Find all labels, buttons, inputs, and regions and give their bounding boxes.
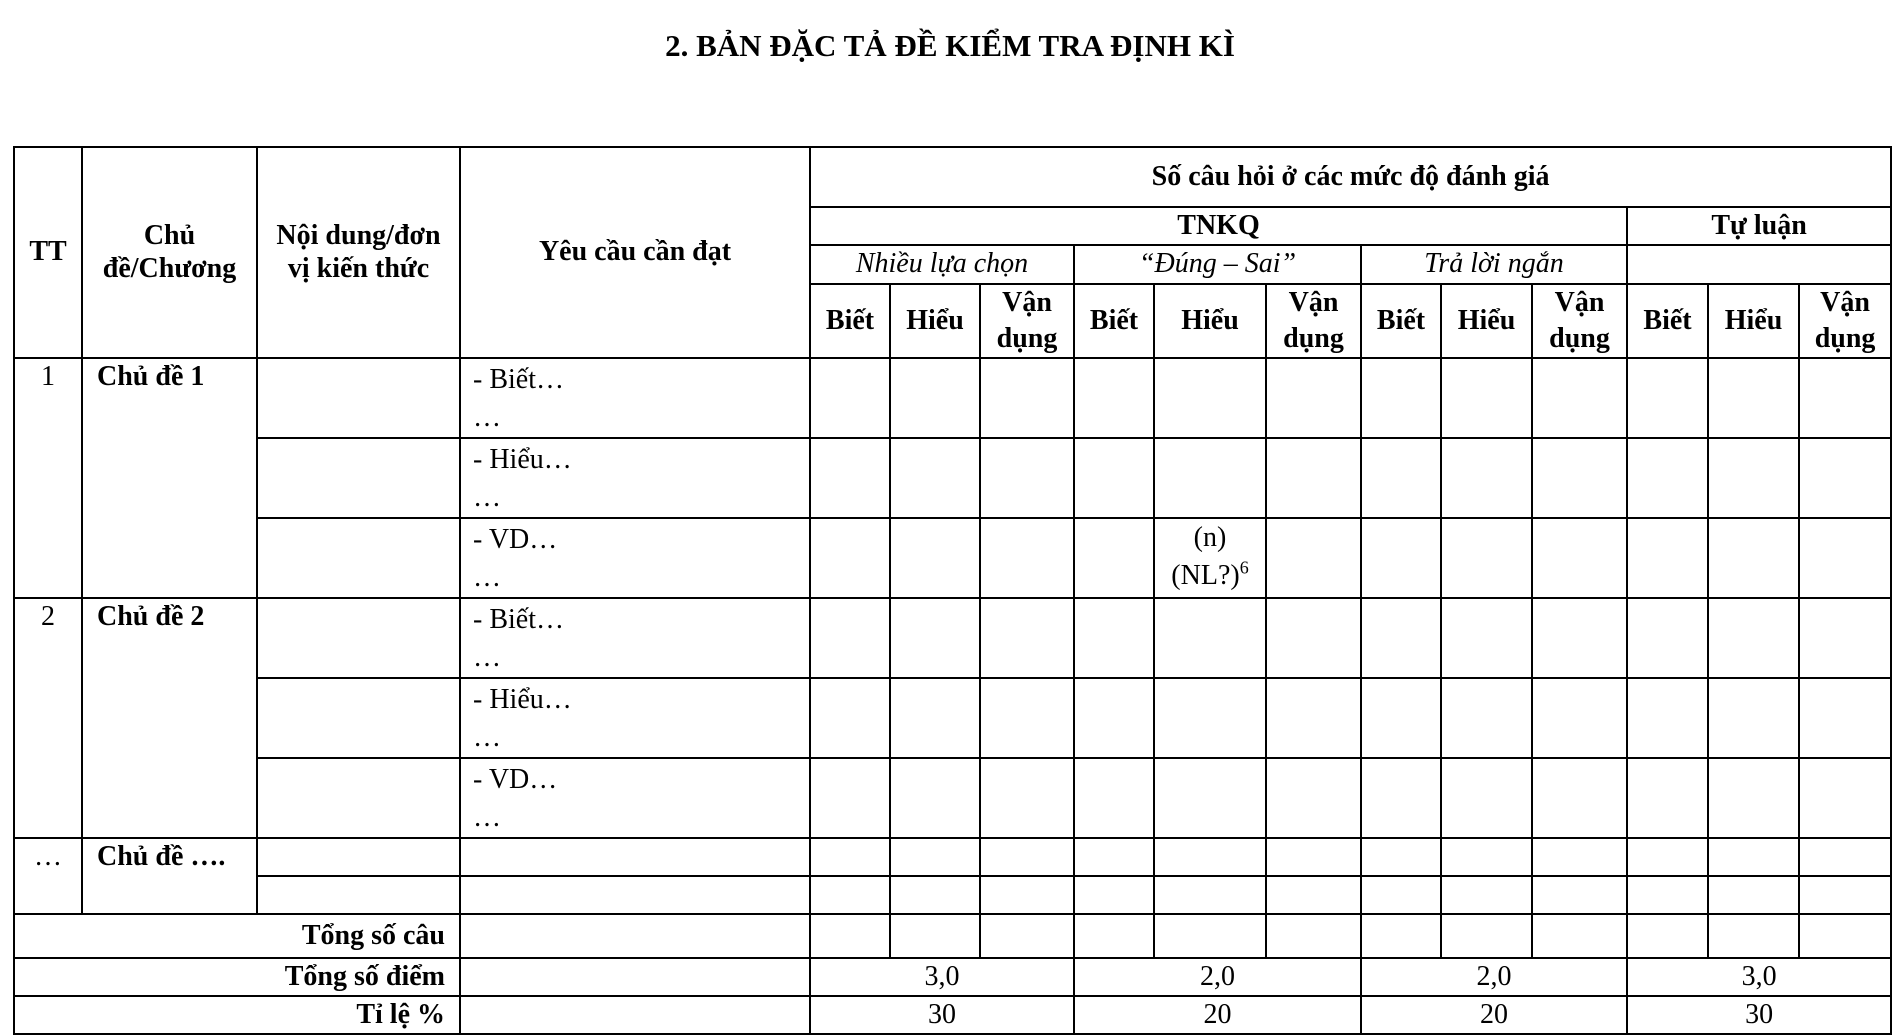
table-row	[14, 876, 1891, 914]
page-title: 2. BẢN ĐẶC TẢ ĐỀ KIỂM TRA ĐỊNH KÌ	[665, 28, 1235, 63]
points-value: 3,0	[810, 958, 1074, 996]
level-biet: Biết	[1361, 284, 1441, 358]
points-value: 3,0	[1627, 958, 1891, 996]
header-tra-loi-ngan: Trả lời ngắn	[1361, 245, 1627, 284]
table-row	[14, 598, 1891, 678]
topic-number: …	[14, 838, 82, 914]
table-row	[14, 838, 1891, 876]
topic-name: Chủ đề 2	[82, 598, 257, 838]
total-questions-row	[14, 914, 1891, 958]
level-van-dung: Vận dụng	[1799, 284, 1891, 358]
table-row	[14, 678, 1891, 758]
level-biet: Biết	[1627, 284, 1708, 358]
level-hieu: Hiểu	[890, 284, 980, 358]
header-dung-sai: “Đúng – Sai”	[1074, 245, 1361, 284]
specification-table	[13, 146, 1892, 1035]
content-cell	[257, 758, 460, 838]
points-value: 2,0	[1361, 958, 1627, 996]
requirement-cell: - Biết… …	[460, 598, 810, 678]
header-noi-dung: Nội dung/đơn vị kiến thức	[257, 147, 460, 358]
requirement-cell: - VD… …	[460, 758, 810, 838]
table-row	[14, 438, 1891, 518]
content-cell	[257, 598, 460, 678]
total-points-label: Tổng số điểm	[14, 958, 460, 996]
content-cell	[257, 438, 460, 518]
percentage-label: Tỉ lệ %	[14, 996, 460, 1034]
total-points-row	[14, 958, 1891, 996]
annotation-cell: (n) (NL?)$^6$	[1154, 518, 1266, 598]
level-van-dung: Vận dụng	[980, 284, 1074, 358]
percentage-row	[14, 996, 1891, 1034]
header-yeu-cau: Yêu cầu cần đạt	[460, 147, 810, 358]
header-tt: TT	[14, 147, 82, 358]
percentage-value: 20	[1074, 996, 1361, 1034]
topic-name: Chủ đề ….	[82, 838, 257, 914]
level-hieu: Hiểu	[1154, 284, 1266, 358]
requirement-cell: - Hiểu… …	[460, 438, 810, 518]
header-tu-luan: Tự luận	[1627, 207, 1891, 245]
level-hieu: Hiểu	[1441, 284, 1532, 358]
percentage-value: 30	[1627, 996, 1891, 1034]
requirement-cell: - VD… …	[460, 518, 810, 598]
requirement-cell: - Hiểu… …	[460, 678, 810, 758]
level-hieu: Hiểu	[1708, 284, 1799, 358]
table-row	[14, 518, 1891, 598]
content-cell	[257, 518, 460, 598]
level-biet: Biết	[1074, 284, 1154, 358]
topic-number: 2	[14, 598, 82, 838]
header-so-cau-hoi: Số câu hỏi ở các mức độ đánh giá	[810, 147, 1891, 207]
level-van-dung: Vận dụng	[1532, 284, 1627, 358]
requirement-cell: - Biết… …	[460, 358, 810, 438]
table-row	[14, 358, 1891, 438]
header-tnkq: TNKQ	[810, 207, 1627, 245]
header-tu-luan-sub-empty	[1627, 245, 1891, 284]
header-nhieu-lua-chon: Nhiều lựa chọn	[810, 245, 1074, 284]
content-cell	[257, 678, 460, 758]
level-van-dung: Vận dụng	[1266, 284, 1361, 358]
header-chu-de: Chủ đề/Chương	[82, 147, 257, 358]
points-value: 2,0	[1074, 958, 1361, 996]
content-cell	[257, 358, 460, 438]
topic-name: Chủ đề 1	[82, 358, 257, 598]
level-biet: Biết	[810, 284, 890, 358]
percentage-value: 20	[1361, 996, 1627, 1034]
total-questions-label: Tổng số câu	[14, 914, 460, 958]
percentage-value: 30	[810, 996, 1074, 1034]
topic-number: 1	[14, 358, 82, 598]
table-row	[14, 758, 1891, 838]
